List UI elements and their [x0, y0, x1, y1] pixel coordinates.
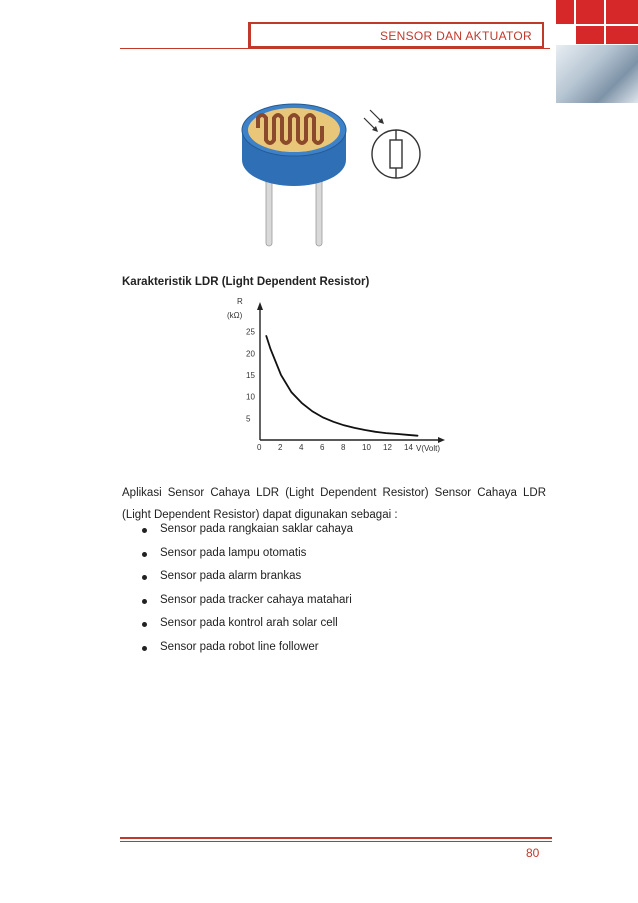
- list-item-text: Sensor pada kontrol arah solar cell: [160, 617, 338, 629]
- x-tick-label: 12: [383, 443, 392, 452]
- x-axis-arrow-icon: [438, 437, 445, 443]
- header-title: SENSOR DAN AKTUATOR: [380, 29, 532, 43]
- ldr-component-image: [228, 98, 428, 248]
- list-item: [138, 636, 353, 660]
- y-tick-label: 20: [246, 349, 255, 359]
- y-tick-label: 25: [246, 327, 255, 337]
- page-number: 80: [526, 846, 540, 860]
- header-title-box: [248, 22, 544, 48]
- y-axis-arrow-icon: [257, 302, 263, 310]
- y-axis-unit: (kΩ): [227, 311, 243, 320]
- list-item: [138, 518, 353, 542]
- list-item: [138, 589, 353, 613]
- list-item-text: Sensor pada alarm brankas: [160, 570, 302, 582]
- x-tick-label: 14: [404, 443, 413, 452]
- y-axis-label: R: [237, 297, 243, 306]
- resistance-curve: [266, 336, 417, 436]
- footer-rule-thin: [120, 841, 552, 842]
- footer-rule: [120, 837, 552, 839]
- corner-photo-image: [556, 45, 638, 103]
- corner-block-1: [556, 0, 574, 24]
- x-tick-label: 4: [299, 443, 304, 452]
- x-tick-label: 6: [320, 443, 325, 452]
- y-tick-label: 5: [246, 414, 251, 424]
- x-tick-label: 8: [341, 443, 346, 452]
- corner-block-5: [576, 26, 604, 44]
- y-tick-label: 15: [246, 371, 255, 380]
- list-item-text: Sensor pada rangkaian saklar cahaya: [160, 523, 354, 535]
- chart-axes: [257, 302, 445, 443]
- x-tick-label: 0: [257, 443, 262, 452]
- bullet-icon: [142, 552, 147, 557]
- corner-block-3: [606, 0, 638, 24]
- y-tick-label: 10: [246, 392, 255, 402]
- section-title: Karakteristik LDR (Light Dependent Resistor): [122, 276, 370, 288]
- list-item: [138, 542, 353, 566]
- list-item: [138, 612, 353, 636]
- corner-block-2: [576, 0, 604, 24]
- intro-paragraph: Aplikasi Sensor Cahaya LDR (Light Dependent Resistor) Sensor Cahaya LDR (Light Dependent Resistor) dapat digunakan sebagai :: [122, 487, 546, 521]
- list-item-text: Sensor pada lampu otomatis: [160, 546, 307, 559]
- header-rule: [120, 48, 550, 49]
- bullet-icon: [142, 599, 147, 604]
- chart-series: [266, 336, 417, 436]
- x-tick-label: 2: [278, 443, 283, 452]
- bullet-icon: [142, 622, 147, 627]
- x-tick-label: 10: [362, 443, 371, 452]
- bullet-icon: [142, 646, 147, 651]
- bullet-icon: [142, 575, 147, 580]
- application-list: [138, 518, 353, 659]
- x-axis-label: V(Volt): [416, 444, 441, 453]
- list-item-text: Sensor pada robot line follower: [160, 640, 319, 653]
- bullet-icon: [142, 528, 147, 533]
- ldr-characteristic-chart: [220, 296, 460, 458]
- list-item: [138, 565, 353, 589]
- list-item-text: Sensor pada tracker cahaya matahari: [160, 593, 352, 606]
- corner-block-4: [606, 26, 638, 44]
